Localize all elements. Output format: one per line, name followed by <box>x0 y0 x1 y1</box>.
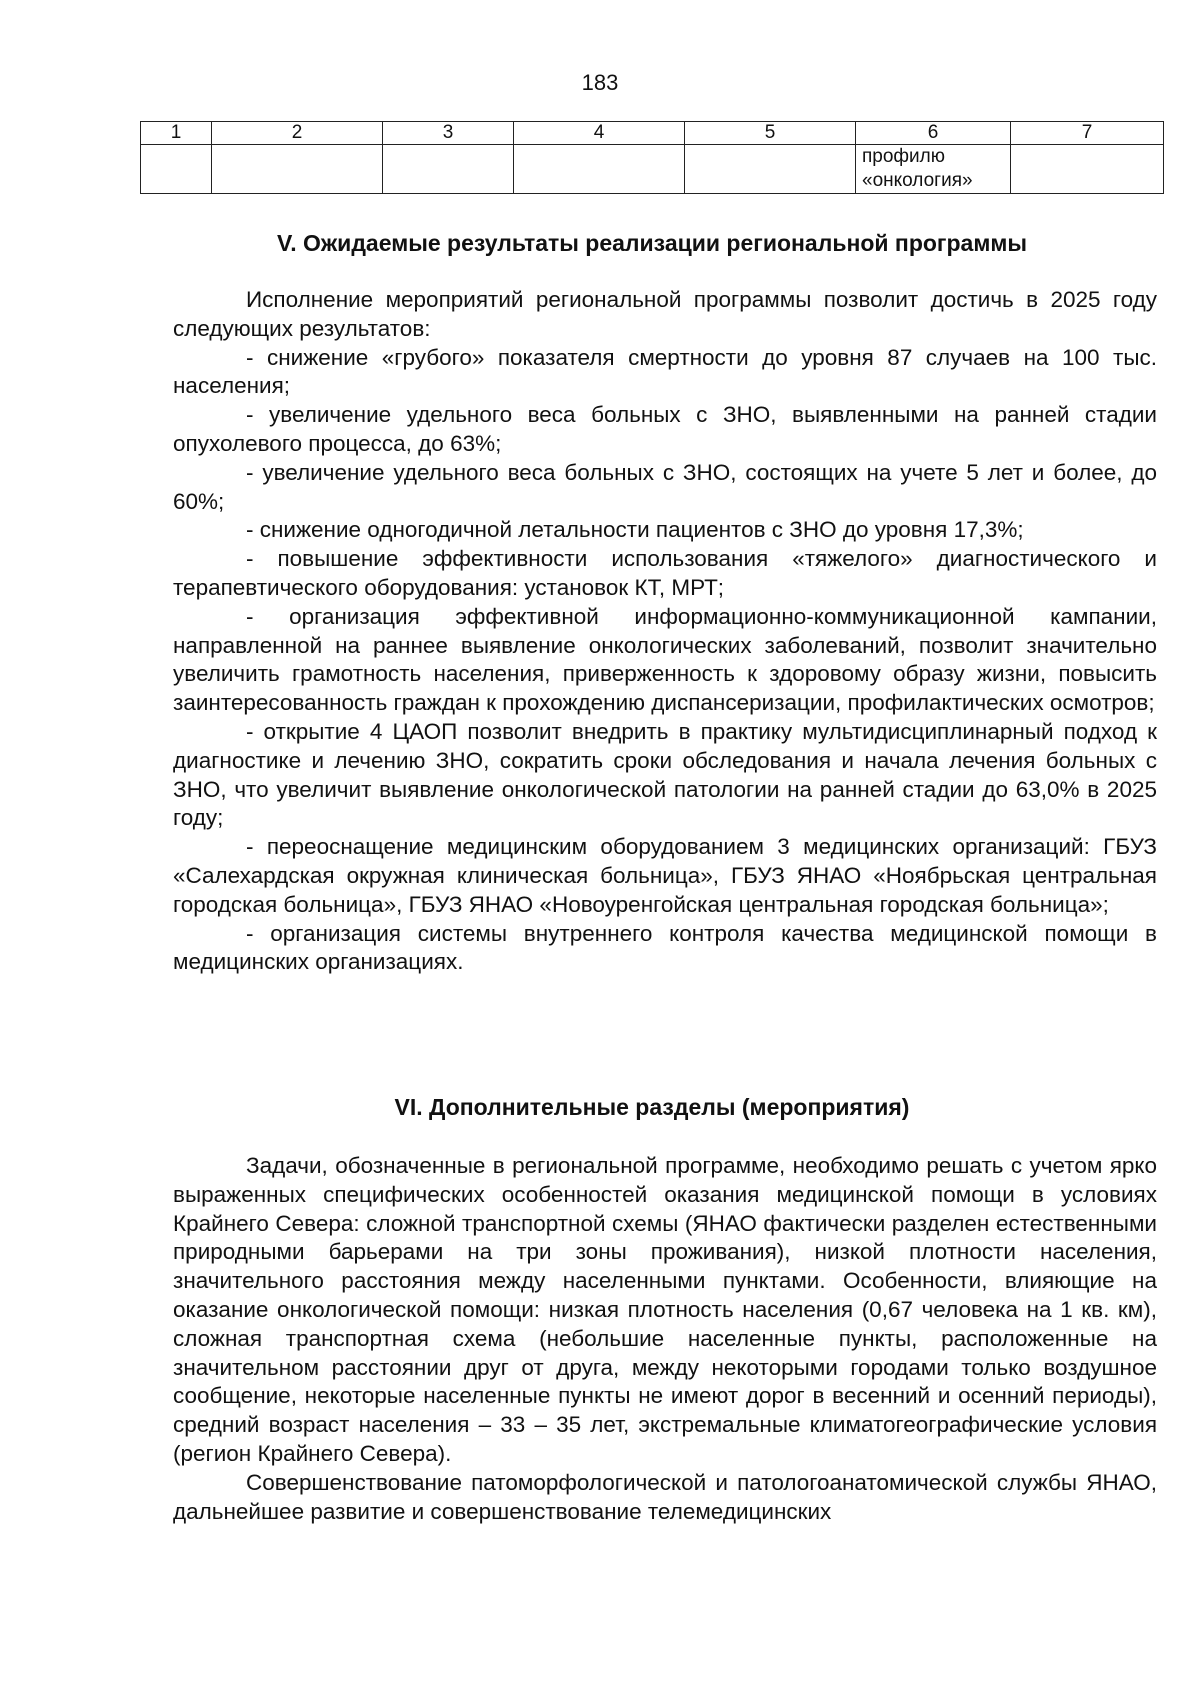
table-header-cell: 3 <box>383 122 514 145</box>
table-header-cell: 4 <box>514 122 685 145</box>
list-item: - увеличение удельного веса больных с ЗНО, выявленными на ранней стадии опухолевого процесса, до 63%; <box>173 402 1157 456</box>
paragraph: Задачи, обозначенные в региональной программе, необходимо решать с учетом ярко выраженных специфических особенностей оказания медицинской помощи в условиях Крайнего Севера: сложной транспортной схемы (ЯНАО фактически разделен естественными природными барьерами на три зоны проживания), низкой плотности населения, значительного расстояния между населенными пунктами. Особенности, влияющие на оказание онкологической помощи: низкая плотность населения (0,67 человека на 1 кв. км), сложная транспортная схема (небольшие населенные пункты, расположенные на значительном расстоянии друг от друга, между некоторыми городами только воздушное сообщение, некоторые населенные пункты не имеют дорог в весенний и осенний периоды), средний возраст населения – 33 – 35 лет, экстремальные климатогеографические условия (регион Крайнего Севера). <box>173 1153 1157 1466</box>
table-header-cell: 7 <box>1011 122 1164 145</box>
table-cell <box>383 145 514 194</box>
list-item: - снижение одногодичной летальности пациентов с ЗНО до уровня 17,3%; <box>246 517 1024 543</box>
list-item: - организация эффективной информационно-коммуникационной кампании, направленной на раннее выявление онкологических заболеваний, позволит значительно увеличить грамотность населения, приверженность к здоровому образу жизни, повысить заинтересованность граждан к прохождению диспансеризации, профилактических осмотров; <box>173 603 1157 716</box>
paragraph: Исполнение мероприятий региональной программы позволит достичь в 2025 году следующих результатов: <box>173 287 1157 341</box>
table-cell <box>141 145 212 194</box>
table-cell <box>514 145 685 194</box>
page-number: 183 <box>581 70 619 95</box>
table-cell <box>212 145 383 194</box>
paragraph: Совершенствование патоморфологической и патологоанатомической службы ЯНАО, дальнейшее развитие и совершенствование телемедицинских <box>173 1469 1157 1524</box>
list-item: - увеличение удельного веса больных с ЗНО, состоящих на учете 5 лет и более, до 60%; <box>173 459 1157 514</box>
table-cell <box>1011 145 1164 194</box>
table-header-cell: 5 <box>685 122 856 145</box>
table-row <box>141 145 1164 194</box>
table-header-row <box>141 122 1164 145</box>
list-item: - переоснащение медицинским оборудованием 3 медицинских организаций: ГБУЗ «Салехардская окружная клиническая больница», ГБУЗ ЯНАО «Ноябрьская центральная городская больница», ГБУЗ ЯНАО «Новоуренгойская центральная городская больница»; <box>173 834 1157 917</box>
section-title: VI. Дополнительные разделы (мероприятия) <box>394 1094 910 1120</box>
list-item: - снижение «грубого» показателя смертности до уровня 87 случаев на 100 тыс. населения; <box>173 344 1157 399</box>
table-header-cell: 6 <box>856 122 1011 145</box>
table-cell <box>685 145 856 194</box>
list-item: - организация системы внутреннего контроля качества медицинской помощи в медицинских организациях. <box>173 920 1157 975</box>
list-item: - повышение эффективности использования «тяжелого» диагностического и терапевтического оборудования: установок КТ, МРТ; <box>173 546 1157 600</box>
section-body <box>173 286 1157 977</box>
section-title: V. Ожидаемые результаты реализации региональной программы <box>276 230 1028 256</box>
section-body <box>173 1152 1157 1526</box>
table-cell: профилю «онкология» <box>856 145 1011 194</box>
continuation-table <box>140 121 1164 194</box>
table-header-cell: 1 <box>141 122 212 145</box>
table-header-cell: 2 <box>212 122 383 145</box>
list-item: - открытие 4 ЦАОП позволит внедрить в практику мультидисциплинарный подход к диагностике и лечению ЗНО, сократить сроки обследования и начала лечения больных с ЗНО, что увеличит выявление онкологической патологии на ранней стадии до 63,0% в 2025 году; <box>173 718 1157 831</box>
